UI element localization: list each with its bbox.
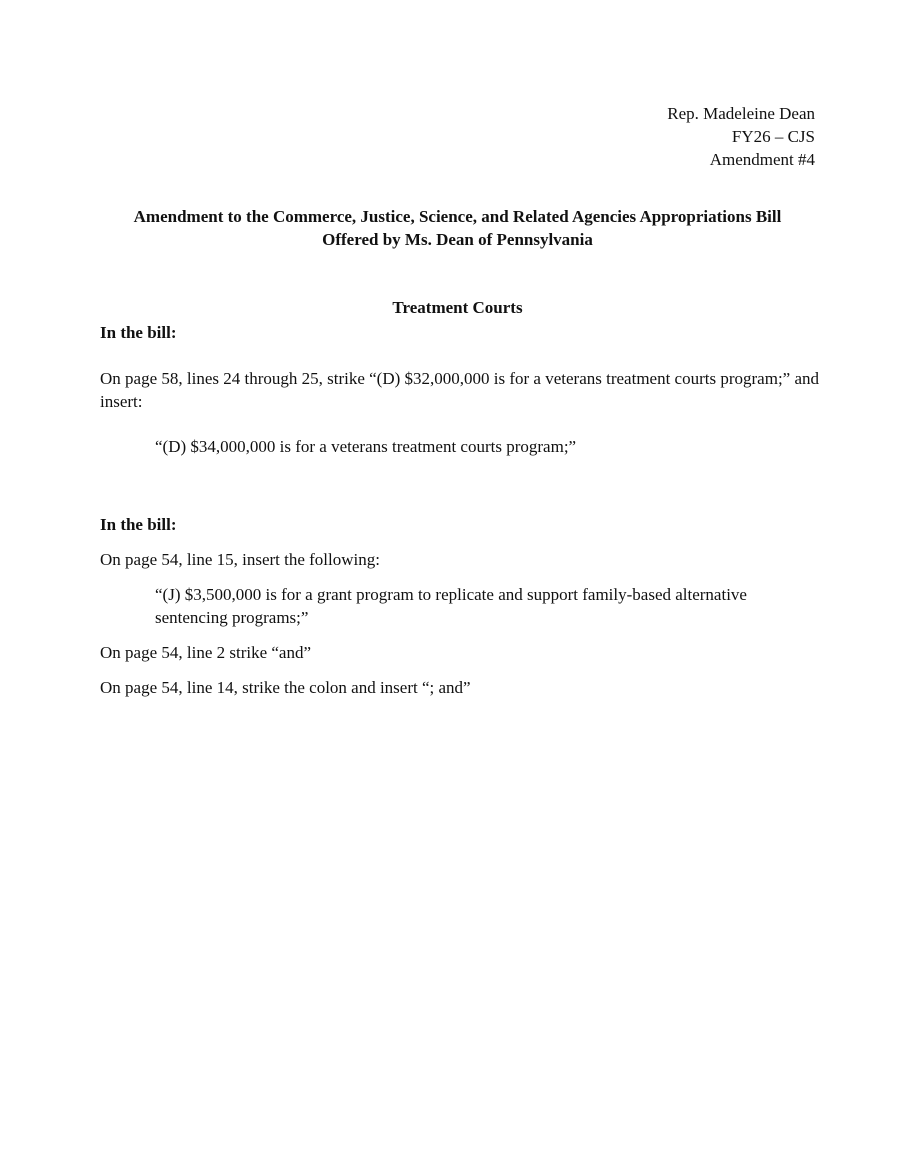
document-title — [0, 205, 915, 251]
section-title: Treatment Courts — [392, 298, 523, 317]
part2-instruction-3: On page 54, line 14, strike the colon and insert “; and” — [100, 678, 471, 697]
fiscal-line: FY26 – CJS — [731, 127, 815, 146]
part2-instruction-2: On page 54, line 2 strike “and” — [100, 643, 312, 662]
part1-instruction: On page 58, lines 24 through 25, strike “(D) $32,000,000 is for a veterans treatment courts program;” and insert: — [100, 369, 820, 411]
author-line: Rep. Madeleine Dean — [667, 104, 815, 123]
part1-heading: In the bill: — [100, 323, 177, 342]
part2-instruction: On page 54, line 15, insert the following: — [100, 550, 380, 569]
header-block — [667, 102, 815, 171]
part2-insert-text: “(J) $3,500,000 is for a grant program to replicate and support family-based alternative sentencing programs;” — [155, 585, 747, 627]
part2-heading: In the bill: — [100, 515, 177, 534]
part1-insert-text: “(D) $34,000,000 is for a veterans treatment courts program;” — [155, 437, 577, 456]
title-line-1: Amendment to the Commerce, Justice, Science, and Related Agencies Appropriations Bill — [133, 207, 782, 226]
title-line-2: Offered by Ms. Dean of Pennsylvania — [322, 230, 593, 249]
amendment-number: Amendment #4 — [709, 150, 815, 169]
